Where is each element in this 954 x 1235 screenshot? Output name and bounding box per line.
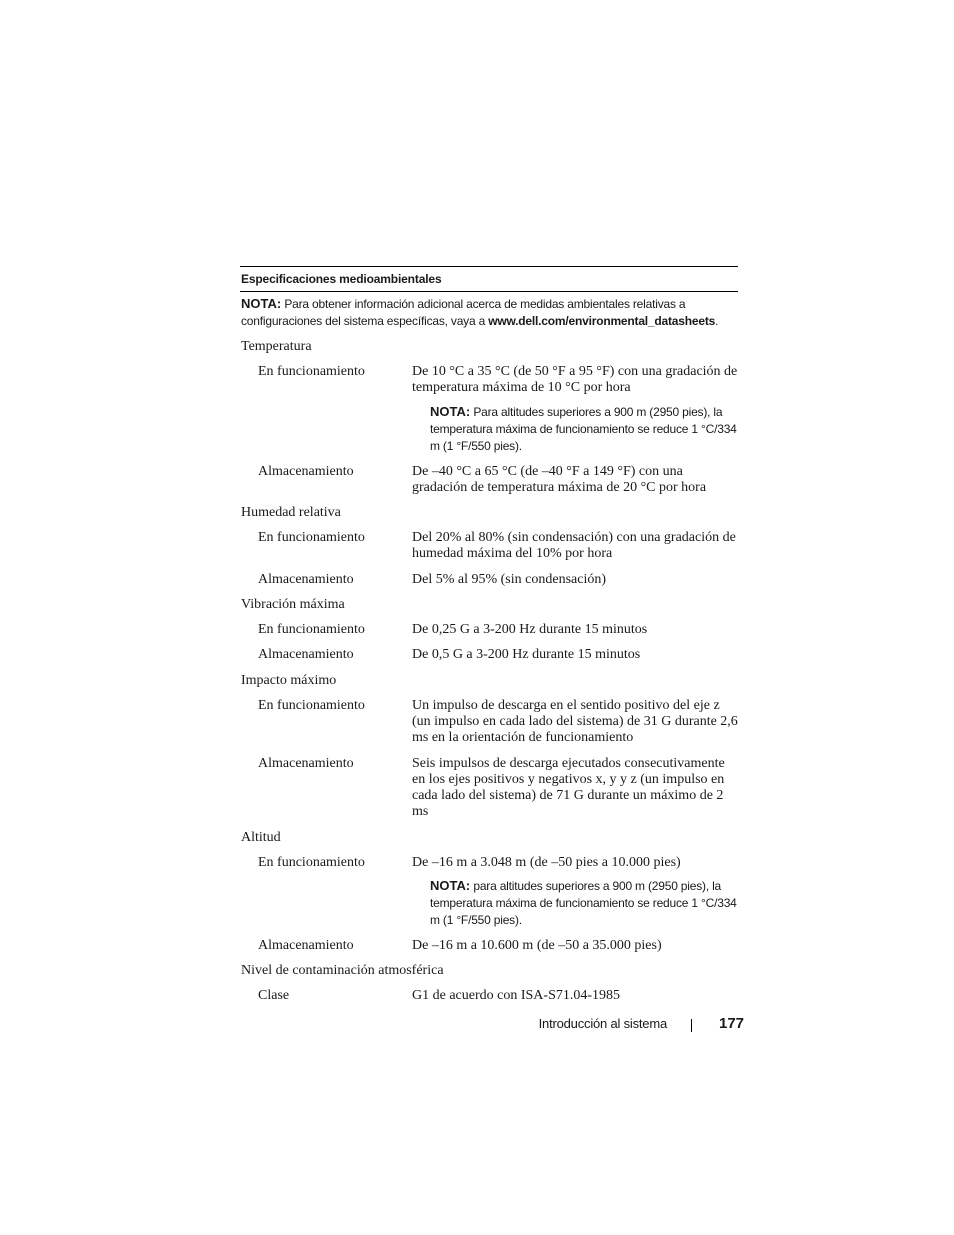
category-shock: Impacto máximo xyxy=(241,672,337,688)
row-label: En funcionamiento xyxy=(258,622,365,638)
row-label: Almacenamiento xyxy=(258,463,354,479)
spec-row xyxy=(240,364,738,397)
spec-row xyxy=(240,698,738,747)
row-value: Un impulso de descarga en el sentido positivo del eje z (un impulso en cada lado del sistema) de 31 G durante 2,6 ms en la orientación de funcionamiento xyxy=(412,697,738,746)
row-value: De 10 °C a 35 °C (de 50 °F a 95 °F) con una gradación de temperatura máxima de 10 °C por hora xyxy=(412,364,738,396)
row-value: Seis impulsos de descarga ejecutados consecutivamente en los ejes positivos y negativos x, y y z (un impulso en cada lado del sistema) de 71 G durante un máximo de 2 ms xyxy=(412,755,725,820)
spec-row xyxy=(240,530,738,563)
row-value: De –16 m a 3.048 m (de –50 pies a 10.000 pies) xyxy=(412,854,681,870)
spec-row xyxy=(240,572,738,588)
note-text: para altitudes superiores a 900 m (2950 pies), la temperatura máxima de funcionamiento se reduce 1 °C/334 m (1 °F/550 pies). xyxy=(430,879,737,928)
note-label: NOTA: xyxy=(430,403,471,419)
note-text: Para altitudes superiores a 900 m (2950 pies), la temperatura máxima de funcionamiento se reduce 1 °C/334 m (1 °F/550 pies). xyxy=(430,404,737,453)
row-label: Almacenamiento xyxy=(258,755,354,771)
row-value: Del 5% al 95% (sin condensación) xyxy=(412,571,606,587)
table-note xyxy=(240,295,738,330)
row-value: G1 de acuerdo con ISA-S71.04-1985 xyxy=(412,988,621,1004)
row-label: Clase xyxy=(258,988,290,1004)
row-value: De 0,5 G a 3-200 Hz durante 15 minutos xyxy=(412,647,641,663)
note-end: . xyxy=(715,314,719,328)
note-label: NOTA: xyxy=(241,296,282,311)
category-humidity: Humedad relativa xyxy=(241,505,341,521)
footer-section-title: Introducción al sistema xyxy=(538,1016,667,1031)
spec-row xyxy=(240,988,738,1004)
row-label: Almacenamiento xyxy=(258,647,354,663)
footer-divider xyxy=(691,1019,692,1032)
note-label: NOTA: xyxy=(430,878,471,894)
row-value: De 0,25 G a 3-200 Hz durante 15 minutos xyxy=(412,622,648,638)
row-label: En funcionamiento xyxy=(258,364,365,379)
row-label: En funcionamiento xyxy=(258,530,365,546)
spec-row xyxy=(240,647,738,663)
altitude-note xyxy=(430,877,738,929)
category-contamination: Nivel de contaminación atmosférica xyxy=(241,963,444,979)
row-value: De –16 m a 10.600 m (de –50 a 35.000 pies) xyxy=(412,938,662,954)
row-label: En funcionamiento xyxy=(258,854,365,870)
temperature-note xyxy=(430,403,738,455)
category-altitude: Altitud xyxy=(241,829,281,845)
category-temperature: Temperatura xyxy=(241,339,312,354)
environmental-specs-table xyxy=(240,266,738,1005)
row-value: Del 20% al 80% (sin condensación) con una gradación de humedad máxima del 10% por hora xyxy=(412,530,736,562)
note-text: Para obtener información adicional acerca de medidas ambientales relativas a configuraciones del sistema específicas, vaya a xyxy=(241,297,686,328)
spec-row xyxy=(240,622,738,638)
spec-row xyxy=(240,855,738,871)
row-label: En funcionamiento xyxy=(258,697,365,713)
row-label: Almacenamiento xyxy=(258,571,354,587)
environmental-datasheets-link[interactable]: www.dell.com/environmental_datasheets xyxy=(488,314,716,328)
table-title: Especificaciones medioambientales xyxy=(240,266,738,292)
row-value: De –40 °C a 65 °C (de –40 °F a 149 °F) con una gradación de temperatura máxima de 20 °C por hora xyxy=(412,463,707,495)
spec-row xyxy=(240,464,738,497)
category-vibration: Vibración máxima xyxy=(241,597,345,613)
row-label: Almacenamiento xyxy=(258,938,354,954)
page-number: 177 xyxy=(719,1015,745,1032)
spec-row xyxy=(240,938,738,954)
page-footer xyxy=(0,1015,954,1035)
spec-row xyxy=(240,756,738,821)
